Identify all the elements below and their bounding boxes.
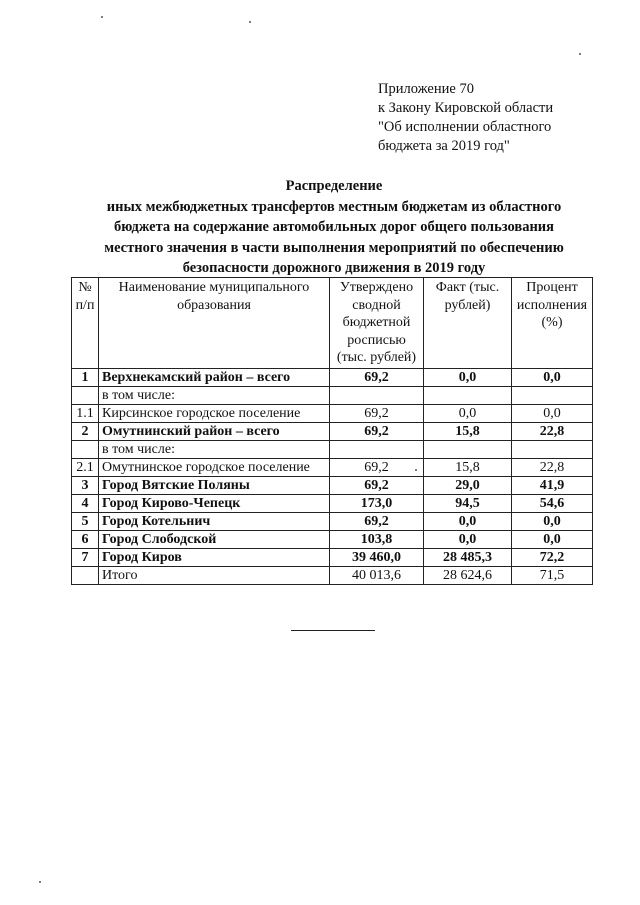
cell-num: 4 <box>72 495 99 513</box>
scan-speck <box>39 881 41 883</box>
closing-rule <box>291 630 375 631</box>
cell-percent: 0,0 <box>512 369 593 387</box>
cell-name: Итого <box>99 567 330 585</box>
cell-approved: 69,2 <box>330 405 424 423</box>
cell-fact: 29,0 <box>424 477 512 495</box>
title-line: местного значения в части выполнения мероприятий по обеспечению <box>104 239 564 256</box>
cell-name: Город Киров <box>99 549 330 567</box>
table-row <box>72 423 593 441</box>
document-title <box>60 176 608 279</box>
table-row <box>72 387 593 405</box>
cell-name: Верхнекамский район – всего <box>99 369 330 387</box>
appendix-line: бюджета за 2019 год" <box>378 138 510 154</box>
cell-num: 1 <box>72 369 99 387</box>
cell-approved: 103,8 <box>330 531 424 549</box>
cell-percent <box>512 387 593 405</box>
header-percent: Процент исполнения (%) <box>512 278 593 369</box>
cell-fact: 28 624,6 <box>424 567 512 585</box>
cell-name: Город Слободской <box>99 531 330 549</box>
cell-name: Омутнинский район – всего <box>99 423 330 441</box>
cell-fact: 28 485,3 <box>424 549 512 567</box>
title-line: безопасности дорожного движения в 2019 году <box>182 260 486 276</box>
cell-name: Город Кирово-Чепецк <box>99 495 330 513</box>
cell-num: 2 <box>72 423 99 441</box>
cell-num: 1.1 <box>72 405 99 423</box>
cell-num: 5 <box>72 513 99 531</box>
scan-speck <box>579 53 581 55</box>
cell-fact: 0,0 <box>424 531 512 549</box>
cell-num <box>72 387 99 405</box>
cell-fact <box>424 387 512 405</box>
cell-approved <box>330 387 424 405</box>
header-name: Наименование муниципального образования <box>99 278 330 369</box>
cell-name: Кирсинское городское поселение <box>99 405 330 423</box>
table-row <box>72 441 593 459</box>
table-row <box>72 531 593 549</box>
cell-percent: 0,0 <box>512 531 593 549</box>
cell-percent: 72,2 <box>512 549 593 567</box>
cell-name: в том числе: <box>99 441 330 459</box>
cell-percent: 54,6 <box>512 495 593 513</box>
cell-percent: 71,5 <box>512 567 593 585</box>
cell-percent: 0,0 <box>512 405 593 423</box>
cell-percent: 22,8 <box>512 423 593 441</box>
cell-approved: 69,2 <box>330 513 424 531</box>
table-header-row <box>72 278 593 369</box>
scan-speck <box>101 16 103 18</box>
table-total-row <box>72 567 593 585</box>
cell-num <box>72 567 99 585</box>
cell-num: 7 <box>72 549 99 567</box>
cell-fact: 15,8 <box>424 423 512 441</box>
cell-fact: 0,0 <box>424 369 512 387</box>
header-approved: Утверждено сводной бюджетной росписью (тыс. рублей) <box>330 278 424 369</box>
cell-approved: 40 013,6 <box>330 567 424 585</box>
cell-num <box>72 441 99 459</box>
title-line: иных межбюджетных трансфертов местным бюджетам из областного <box>106 198 562 215</box>
table-row <box>72 459 593 477</box>
cell-fact: 94,5 <box>424 495 512 513</box>
table-row <box>72 477 593 495</box>
cell-name: Омутнинское городское поселение <box>99 459 330 477</box>
cell-approved: 173,0 <box>330 495 424 513</box>
header-fact: Факт (тыс. рублей) <box>424 278 512 369</box>
cell-num: 6 <box>72 531 99 549</box>
table-row <box>72 405 593 423</box>
title-line: Распределение <box>285 178 383 194</box>
appendix-line: "Об исполнении областного <box>378 119 552 135</box>
appendix-reference <box>378 80 553 156</box>
cell-num: 3 <box>72 477 99 495</box>
scan-speck <box>249 21 251 23</box>
cell-fact: 0,0 <box>424 513 512 531</box>
table-row <box>72 369 593 387</box>
cell-approved: 69,2 <box>330 477 424 495</box>
header-num: № п/п <box>72 278 99 369</box>
table-row <box>72 495 593 513</box>
cell-approved: 69,2 <box>330 423 424 441</box>
cell-percent: 41,9 <box>512 477 593 495</box>
appendix-line: Приложение 70 <box>378 81 474 97</box>
cell-fact: 15,8 <box>424 459 512 477</box>
scan-speck <box>415 469 417 471</box>
cell-percent <box>512 441 593 459</box>
cell-name: Город Котельнич <box>99 513 330 531</box>
cell-name: Город Вятские Поляны <box>99 477 330 495</box>
cell-num: 2.1 <box>72 459 99 477</box>
cell-percent: 0,0 <box>512 513 593 531</box>
table-row <box>72 549 593 567</box>
cell-name: в том числе: <box>99 387 330 405</box>
appendix-line: к Закону Кировской области <box>378 100 554 116</box>
cell-approved: 69,2 <box>330 459 424 477</box>
cell-approved: 69,2 <box>330 369 424 387</box>
table-row <box>72 513 593 531</box>
cell-approved <box>330 441 424 459</box>
cell-approved: 39 460,0 <box>330 549 424 567</box>
title-line: бюджета на содержание автомобильных дорог общего пользования <box>113 219 555 235</box>
cell-percent: 22,8 <box>512 459 593 477</box>
cell-fact: 0,0 <box>424 405 512 423</box>
distribution-table <box>71 277 593 585</box>
cell-fact <box>424 441 512 459</box>
